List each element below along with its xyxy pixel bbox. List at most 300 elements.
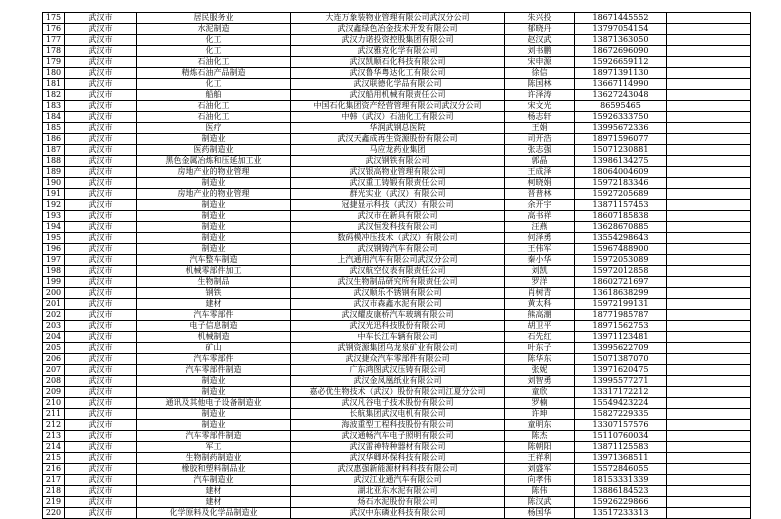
table-row xyxy=(43,354,751,365)
row-number-cell: 210 xyxy=(43,398,65,409)
table-row xyxy=(43,420,751,431)
phone-cell: 15972053089 xyxy=(575,255,667,266)
empty-cell xyxy=(667,299,751,310)
row-number-cell: 205 xyxy=(43,343,65,354)
company-name-cell: 武汉船用机械有限责任公司 xyxy=(291,90,505,101)
industry-cell: 机械制造 xyxy=(137,332,291,343)
company-name-cell: 嘉必优生物技术（武汉）股份有限公司江夏分公司 xyxy=(291,387,505,398)
city-cell: 武汉市 xyxy=(65,244,137,255)
row-number-cell: 178 xyxy=(43,46,65,57)
city-cell: 武汉市 xyxy=(65,332,137,343)
city-cell: 武汉市 xyxy=(65,420,137,431)
city-cell: 武汉市 xyxy=(65,167,137,178)
city-cell: 武汉市 xyxy=(65,508,137,519)
row-number-cell: 177 xyxy=(43,35,65,46)
row-number-cell: 176 xyxy=(43,24,65,35)
empty-cell xyxy=(667,409,751,420)
table-row xyxy=(43,189,751,200)
industry-cell: 制造业 xyxy=(137,200,291,211)
table-row xyxy=(43,123,751,134)
empty-cell xyxy=(667,453,751,464)
table-row xyxy=(43,266,751,277)
row-number-cell: 182 xyxy=(43,90,65,101)
contact-person-cell: 陈华东 xyxy=(505,354,575,365)
contact-person-cell: 罗洋 xyxy=(505,277,575,288)
phone-cell: 13971123481 xyxy=(575,332,667,343)
empty-cell xyxy=(667,200,751,211)
table-row xyxy=(43,464,751,475)
empty-cell xyxy=(667,321,751,332)
company-name-cell: 武汉金凤凰纸业有限公司 xyxy=(291,376,505,387)
table-row xyxy=(43,178,751,189)
table-row xyxy=(43,145,751,156)
table-row xyxy=(43,134,751,145)
city-cell: 武汉市 xyxy=(65,486,137,497)
industry-cell: 生物制药制造业 xyxy=(137,453,291,464)
industry-cell: 石油化工 xyxy=(137,57,291,68)
phone-cell: 15572846055 xyxy=(575,464,667,475)
company-name-cell: 长航集团武汉电机有限公司 xyxy=(291,409,505,420)
phone-cell: 13995622709 xyxy=(575,343,667,354)
company-name-cell: 武汉鑫绿色冶金技术开发有限公司 xyxy=(291,24,505,35)
row-number-cell: 189 xyxy=(43,167,65,178)
city-cell: 武汉市 xyxy=(65,365,137,376)
company-name-cell: 武汉银高物业管理有限公司 xyxy=(291,167,505,178)
table-row xyxy=(43,167,751,178)
row-number-cell: 212 xyxy=(43,420,65,431)
empty-cell xyxy=(667,79,751,90)
row-number-cell: 184 xyxy=(43,112,65,123)
empty-cell xyxy=(667,255,751,266)
row-number-cell: 186 xyxy=(43,134,65,145)
industry-cell: 制造业 xyxy=(137,420,291,431)
contact-person-cell: 陈朝阳 xyxy=(505,442,575,453)
row-number-cell: 193 xyxy=(43,211,65,222)
contact-person-cell: 许泽涛 xyxy=(505,90,575,101)
contact-person-cell: 王祥利 xyxy=(505,453,575,464)
city-cell: 武汉市 xyxy=(65,266,137,277)
table-row xyxy=(43,475,751,486)
industry-cell: 机械零部件加工 xyxy=(137,266,291,277)
table-row xyxy=(43,453,751,464)
table-row xyxy=(43,387,751,398)
contact-person-cell: 熊高潮 xyxy=(505,310,575,321)
city-cell: 武汉市 xyxy=(65,178,137,189)
phone-cell: 15549423224 xyxy=(575,398,667,409)
city-cell: 武汉市 xyxy=(65,46,137,57)
company-name-cell: 武汉通畅汽车电子照明有限公司 xyxy=(291,431,505,442)
company-name-cell: 武汉钢铁有限公司 xyxy=(291,156,505,167)
company-name-cell: 武汉市森鑫水泥有限公司 xyxy=(291,299,505,310)
contact-person-cell: 张志强 xyxy=(505,145,575,156)
table-row xyxy=(43,486,751,497)
company-name-cell: 武汉市在新具有限公司 xyxy=(291,211,505,222)
table-row xyxy=(43,68,751,79)
phone-cell: 18672696090 xyxy=(575,46,667,57)
table-row xyxy=(43,101,751,112)
row-number-cell: 220 xyxy=(43,508,65,519)
empty-cell xyxy=(667,167,751,178)
table-row xyxy=(43,431,751,442)
row-number-cell: 201 xyxy=(43,299,65,310)
phone-cell: 18064004609 xyxy=(575,167,667,178)
row-number-cell: 191 xyxy=(43,189,65,200)
industry-cell: 制造业 xyxy=(137,222,291,233)
empty-cell xyxy=(667,464,751,475)
row-number-cell: 216 xyxy=(43,464,65,475)
city-cell: 武汉市 xyxy=(65,112,137,123)
phone-cell: 13995577271 xyxy=(575,376,667,387)
company-name-cell: 武汉华卿环保科技有限公司 xyxy=(291,453,505,464)
table-row xyxy=(43,13,751,24)
contact-person-cell: 郭晶 xyxy=(505,156,575,167)
phone-cell: 15071230881 xyxy=(575,145,667,156)
industry-cell: 房地产业的物业管理 xyxy=(137,189,291,200)
company-name-cell: 武汉联德化学品有限公司 xyxy=(291,79,505,90)
phone-cell: 18771985787 xyxy=(575,310,667,321)
company-name-cell: 武汉顺乐不锈钢有限公司 xyxy=(291,288,505,299)
city-cell: 武汉市 xyxy=(65,189,137,200)
empty-cell xyxy=(667,156,751,167)
city-cell: 武汉市 xyxy=(65,442,137,453)
contact-person-cell: 徐信 xyxy=(505,68,575,79)
industry-cell: 汽车零部件制造 xyxy=(137,365,291,376)
empty-cell xyxy=(667,244,751,255)
phone-cell: 15926659112 xyxy=(575,57,667,68)
company-name-cell: 中国石化集团资产经营管理有限公司武汉分公司 xyxy=(291,101,505,112)
row-number-cell: 185 xyxy=(43,123,65,134)
industry-cell: 制造业 xyxy=(137,211,291,222)
industry-cell: 汽车零部件制造 xyxy=(137,431,291,442)
industry-cell: 汽车整车制造 xyxy=(137,255,291,266)
industry-cell: 电子信息制造 xyxy=(137,321,291,332)
empty-cell xyxy=(667,497,751,508)
phone-cell: 15972012858 xyxy=(575,266,667,277)
company-name-cell: 武汉耀皮康桥汽车玻璃有限公司 xyxy=(291,310,505,321)
industry-cell: 钢铁 xyxy=(137,288,291,299)
city-cell: 武汉市 xyxy=(65,57,137,68)
phone-cell: 15972183346 xyxy=(575,178,667,189)
company-name-cell: 湖北亚东水泥有限公司 xyxy=(291,486,505,497)
phone-cell: 13886184523 xyxy=(575,486,667,497)
empty-cell xyxy=(667,277,751,288)
contact-person-cell: 司开浩 xyxy=(505,134,575,145)
industry-cell: 居民服务业 xyxy=(137,13,291,24)
empty-cell xyxy=(667,13,751,24)
contact-person-cell: 朱兴投 xyxy=(505,13,575,24)
table-row xyxy=(43,332,751,343)
phone-cell: 13618638299 xyxy=(575,288,667,299)
industry-cell: 汽车零部件 xyxy=(137,310,291,321)
contact-person-cell: 胡卫平 xyxy=(505,321,575,332)
empty-cell xyxy=(667,354,751,365)
phone-cell: 18671445552 xyxy=(575,13,667,24)
industry-cell: 制造业 xyxy=(137,178,291,189)
table-row xyxy=(43,442,751,453)
empty-cell xyxy=(667,387,751,398)
city-cell: 武汉市 xyxy=(65,497,137,508)
phone-cell: 18971562753 xyxy=(575,321,667,332)
phone-cell: 13554298643 xyxy=(575,233,667,244)
empty-cell xyxy=(667,288,751,299)
table-row xyxy=(43,57,751,68)
empty-cell xyxy=(667,189,751,200)
company-name-cell: 炀石水泥股份有限公司 xyxy=(291,497,505,508)
row-number-cell: 202 xyxy=(43,310,65,321)
table-row xyxy=(43,156,751,167)
empty-cell xyxy=(667,24,751,35)
company-name-cell: 武汉凯顺石化科技有限公司 xyxy=(291,57,505,68)
empty-cell xyxy=(667,46,751,57)
empty-cell xyxy=(667,420,751,431)
table-row xyxy=(43,244,751,255)
row-number-cell: 197 xyxy=(43,255,65,266)
company-name-cell: 武汉生物制品研究所有限责任公司 xyxy=(291,277,505,288)
city-cell: 武汉市 xyxy=(65,464,137,475)
table-row xyxy=(43,288,751,299)
industry-cell: 石油化工 xyxy=(137,101,291,112)
row-number-cell: 204 xyxy=(43,332,65,343)
industry-cell: 水泥制造 xyxy=(137,24,291,35)
city-cell: 武汉市 xyxy=(65,134,137,145)
company-name-cell: 中车长江车辆有限公司 xyxy=(291,332,505,343)
table-row xyxy=(43,321,751,332)
company-name-cell: 数码模冲压技术（武汉）有限公司 xyxy=(291,233,505,244)
table-row xyxy=(43,497,751,508)
empty-cell xyxy=(667,310,751,321)
contact-person-cell: 向孝伟 xyxy=(505,475,575,486)
city-cell: 武汉市 xyxy=(65,398,137,409)
row-number-cell: 194 xyxy=(43,222,65,233)
phone-cell: 13517233313 xyxy=(575,508,667,519)
industry-cell: 房地产业的物业管理 xyxy=(137,167,291,178)
contact-person-cell: 汪燕 xyxy=(505,222,575,233)
city-cell: 武汉市 xyxy=(65,233,137,244)
row-number-cell: 219 xyxy=(43,497,65,508)
phone-cell: 15967488900 xyxy=(575,244,667,255)
industry-cell: 制造业 xyxy=(137,233,291,244)
table-row xyxy=(43,398,751,409)
contact-person-cell: 宋申源 xyxy=(505,57,575,68)
contact-person-cell: 肖树青 xyxy=(505,288,575,299)
company-name-cell: 群光实业（武汉）有限公司 xyxy=(291,189,505,200)
table-row xyxy=(43,409,751,420)
phone-cell: 18607185838 xyxy=(575,211,667,222)
contact-person-cell: 许坤 xyxy=(505,409,575,420)
company-name-cell: 华润武钢总医院 xyxy=(291,123,505,134)
empty-cell xyxy=(667,398,751,409)
row-number-cell: 196 xyxy=(43,244,65,255)
company-name-cell: 武汉鲁华粤达化工有限公司 xyxy=(291,68,505,79)
row-number-cell: 211 xyxy=(43,409,65,420)
industry-cell: 通讯及其他电子设备制造业 xyxy=(137,398,291,409)
table-row xyxy=(43,46,751,57)
row-number-cell: 181 xyxy=(43,79,65,90)
industry-cell: 军工 xyxy=(137,442,291,453)
table-row xyxy=(43,277,751,288)
contact-person-cell: 陈伟 xyxy=(505,486,575,497)
contact-person-cell: 王伟军 xyxy=(505,244,575,255)
company-name-cell: 中韩（武汉）石油化工有限公司 xyxy=(291,112,505,123)
city-cell: 武汉市 xyxy=(65,431,137,442)
row-number-cell: 217 xyxy=(43,475,65,486)
industry-cell: 石油化工 xyxy=(137,112,291,123)
contact-person-cell: 宋文光 xyxy=(505,101,575,112)
company-name-cell: 冠捷显示科技（武汉）有限公司 xyxy=(291,200,505,211)
contact-person-cell: 陈汉武 xyxy=(505,497,575,508)
city-cell: 武汉市 xyxy=(65,310,137,321)
empty-cell xyxy=(667,431,751,442)
row-number-cell: 195 xyxy=(43,233,65,244)
phone-cell: 15926333750 xyxy=(575,112,667,123)
phone-cell: 18971596077 xyxy=(575,134,667,145)
industry-cell: 汽车制造业 xyxy=(137,475,291,486)
phone-cell: 13971368511 xyxy=(575,453,667,464)
phone-cell: 13797054154 xyxy=(575,24,667,35)
row-number-cell: 200 xyxy=(43,288,65,299)
row-number-cell: 183 xyxy=(43,101,65,112)
phone-cell: 13971620475 xyxy=(575,365,667,376)
company-name-cell: 武汉钢铸汽车有限公司 xyxy=(291,244,505,255)
contact-person-cell: 刘盛军 xyxy=(505,464,575,475)
phone-cell: 15827229335 xyxy=(575,409,667,420)
city-cell: 武汉市 xyxy=(65,101,137,112)
empty-cell xyxy=(667,90,751,101)
empty-cell xyxy=(667,145,751,156)
city-cell: 武汉市 xyxy=(65,24,137,35)
city-cell: 武汉市 xyxy=(65,376,137,387)
industry-cell: 医疗 xyxy=(137,123,291,134)
empty-cell xyxy=(667,343,751,354)
company-name-cell: 武钢资源集团乌龙泉矿业有限公司 xyxy=(291,343,505,354)
contact-person-cell: 罗楠 xyxy=(505,398,575,409)
phone-cell: 18971391130 xyxy=(575,68,667,79)
table-row xyxy=(43,200,751,211)
phone-cell: 13317172212 xyxy=(575,387,667,398)
company-name-cell: 武汉江业通汽车有限公司 xyxy=(291,475,505,486)
industry-cell: 船舶 xyxy=(137,90,291,101)
industry-cell: 制造业 xyxy=(137,376,291,387)
table-row xyxy=(43,233,751,244)
industry-cell: 制造业 xyxy=(137,387,291,398)
city-cell: 武汉市 xyxy=(65,200,137,211)
city-cell: 武汉市 xyxy=(65,211,137,222)
table-body xyxy=(43,13,751,519)
phone-cell: 13667114990 xyxy=(575,79,667,90)
phone-cell: 13871125583 xyxy=(575,442,667,453)
contact-person-cell: 童明东 xyxy=(505,420,575,431)
city-cell: 武汉市 xyxy=(65,277,137,288)
industry-cell: 橡胶和塑料制品业 xyxy=(137,464,291,475)
industry-cell: 制造业 xyxy=(137,134,291,145)
contact-person-cell: 刘智勇 xyxy=(505,376,575,387)
contact-person-cell: 杨国华 xyxy=(505,508,575,519)
row-number-cell: 206 xyxy=(43,354,65,365)
phone-cell: 13628670885 xyxy=(575,222,667,233)
phone-cell: 13995672336 xyxy=(575,123,667,134)
row-number-cell: 187 xyxy=(43,145,65,156)
contact-person-cell: 刘书鹏 xyxy=(505,46,575,57)
industry-cell: 汽车零部件 xyxy=(137,354,291,365)
row-number-cell: 209 xyxy=(43,387,65,398)
city-cell: 武汉市 xyxy=(65,145,137,156)
company-name-cell: 海波重型工程科技股份有限公司 xyxy=(291,420,505,431)
row-number-cell: 208 xyxy=(43,376,65,387)
empty-cell xyxy=(667,35,751,46)
spreadsheet-sheet xyxy=(42,12,750,519)
company-name-cell: 武汉天鑫成再生资源股份有限公司 xyxy=(291,134,505,145)
empty-cell xyxy=(667,134,751,145)
row-number-cell: 180 xyxy=(43,68,65,79)
city-cell: 武汉市 xyxy=(65,475,137,486)
industry-cell: 矿山 xyxy=(137,343,291,354)
empty-cell xyxy=(667,365,751,376)
company-name-cell: 武汉雅克化学有限公司 xyxy=(291,46,505,57)
row-number-cell: 213 xyxy=(43,431,65,442)
row-number-cell: 214 xyxy=(43,442,65,453)
industry-cell: 建材 xyxy=(137,486,291,497)
city-cell: 武汉市 xyxy=(65,255,137,266)
phone-cell: 18602721697 xyxy=(575,277,667,288)
city-cell: 武汉市 xyxy=(65,453,137,464)
contact-person-cell: 刘凯 xyxy=(505,266,575,277)
industry-cell: 化工 xyxy=(137,35,291,46)
contact-person-cell: 王成泽 xyxy=(505,167,575,178)
contact-person-cell: 陈杰 xyxy=(505,431,575,442)
company-name-cell: 武汉恒发科技有限公司 xyxy=(291,222,505,233)
city-cell: 武汉市 xyxy=(65,321,137,332)
phone-cell: 15972199131 xyxy=(575,299,667,310)
company-name-cell: 上汽通用汽车有限公司武汉分公司 xyxy=(291,255,505,266)
company-name-cell: 武汉光迅科技股份有限公司 xyxy=(291,321,505,332)
city-cell: 武汉市 xyxy=(65,79,137,90)
contact-person-cell: 柯晓娟 xyxy=(505,178,575,189)
empty-cell xyxy=(667,266,751,277)
company-name-cell: 武汉捷众汽车零部件有限公司 xyxy=(291,354,505,365)
phone-cell: 13627243048 xyxy=(575,90,667,101)
empty-cell xyxy=(667,123,751,134)
company-name-cell: 大连万象装物业管理有限公司武汉分公司 xyxy=(291,13,505,24)
city-cell: 武汉市 xyxy=(65,13,137,24)
table-row xyxy=(43,508,751,519)
table-row xyxy=(43,79,751,90)
city-cell: 武汉市 xyxy=(65,387,137,398)
empty-cell xyxy=(667,101,751,112)
industry-cell: 化工 xyxy=(137,79,291,90)
table-row xyxy=(43,211,751,222)
empty-cell xyxy=(667,233,751,244)
city-cell: 武汉市 xyxy=(65,299,137,310)
city-cell: 武汉市 xyxy=(65,35,137,46)
row-number-cell: 175 xyxy=(43,13,65,24)
empty-cell xyxy=(667,211,751,222)
contact-person-cell: 秦小华 xyxy=(505,255,575,266)
table-row xyxy=(43,35,751,46)
company-name-cell: 武汉重工铸锻有限责任公司 xyxy=(291,178,505,189)
city-cell: 武汉市 xyxy=(65,156,137,167)
industry-cell: 制造业 xyxy=(137,244,291,255)
phone-cell: 18153331339 xyxy=(575,475,667,486)
phone-cell: 15927205689 xyxy=(575,189,667,200)
empty-cell xyxy=(667,68,751,79)
contact-person-cell: 郁晓丹 xyxy=(505,24,575,35)
table-row xyxy=(43,365,751,376)
phone-cell: 15926229866 xyxy=(575,497,667,508)
company-name-cell: 马应龙药业集团 xyxy=(291,145,505,156)
city-cell: 武汉市 xyxy=(65,123,137,134)
empty-cell xyxy=(667,332,751,343)
company-name-cell: 武汉航空仪表有限责任公司 xyxy=(291,266,505,277)
